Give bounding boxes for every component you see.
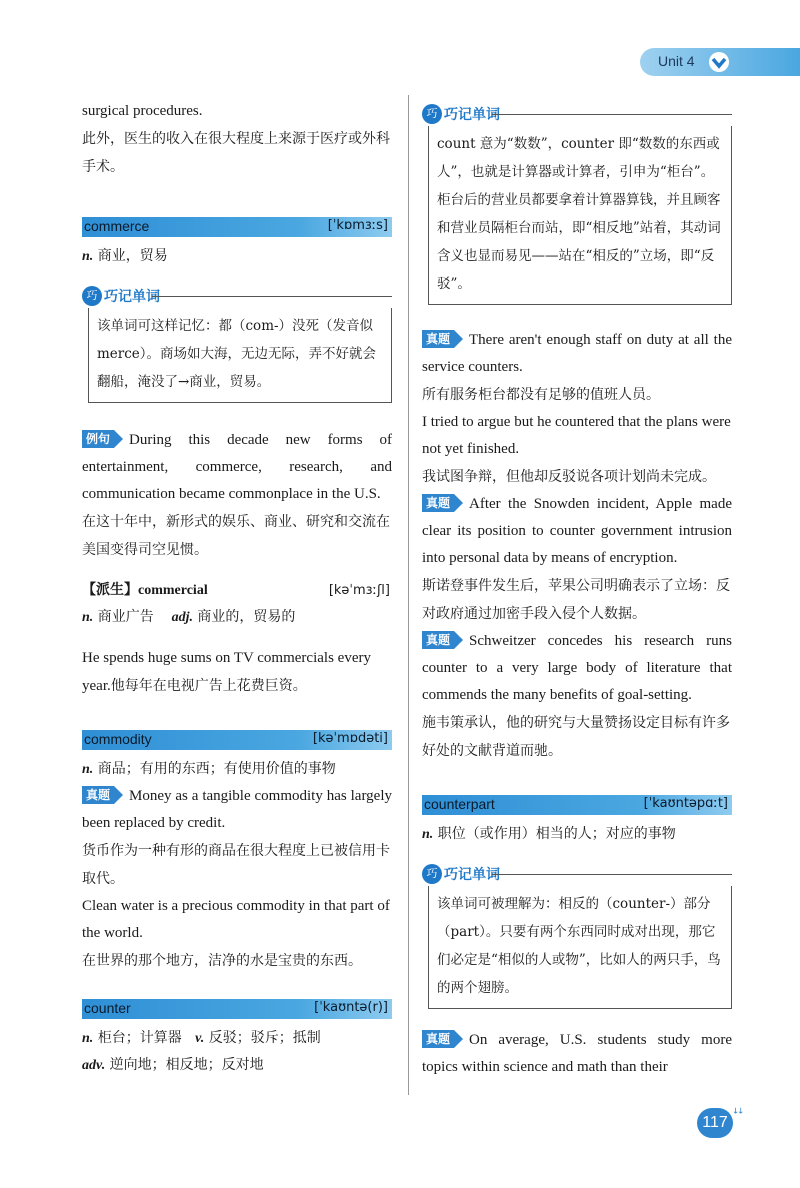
example-commerce-cn: 在这十年中，新形式的娱乐、商业、研究和交流在美国变得司空见惯。 (82, 514, 390, 558)
memory-tip-counter: 巧 巧记单词 count 意为“数数”，counter 即“数数的东西或人”，也就是计算器或计算者，引申为“柜台”。柜台后的营业员都要拿着计算器算钱，并且顾客和营业员隔柜台而站，即“相反地”站着，其动词含义也显而易见——站在“相反的”立场，即“反驳”。 (422, 104, 732, 305)
intro-cn: 此外，医生的收入在很大程度上来源于医疗或外科手术。 (82, 131, 390, 175)
unit-label: Unit 4 (658, 53, 695, 69)
unit-tab (640, 48, 800, 76)
definition: n. 柜台；计算器 v. 反驳；驳斥；抵制 (82, 1030, 321, 1046)
arrow-icon (454, 494, 463, 512)
phonetic: [ˈkɒmɜːs] (327, 218, 388, 233)
example-tag: 例句 (82, 430, 114, 448)
example-commodity-1: 真题 Money as a tangible commodity has largely been replaced by credit. (82, 788, 392, 831)
derived-definition: n. 商业广告 adj. 商业的，贸易的 (82, 609, 296, 625)
memory-icon: 巧 (422, 104, 442, 124)
headword-counter: counter [ˈkaʊntə(r)] (82, 999, 392, 1019)
example-counter-3: 真题 After the Snowden incident, Apple made clear its position to counter government intrusion into personal data by means of encryption. (422, 496, 732, 566)
intro-en: surgical procedures. (82, 103, 203, 119)
arrow-icon (454, 1030, 463, 1048)
wave-icon: ꜜꜜ (733, 1106, 744, 1122)
headword-commerce (82, 217, 392, 237)
arrow-icon (114, 786, 123, 804)
right-column: 巧 巧记单词 count 意为“数数”，counter 即“数数的东西或人”，也就是计算器或计算者，引申为“柜台”。柜台后的营业员都要拿着计算器算钱，并且顾客和营业员隔柜台而站，即“相反地”站着，其动词含义也显而易见——站在“相反的”立场，即“反驳”。 真题 There aren't enough staff on duty at all the service counters. 所有服务柜台都没有足够的值班人员。 I tried to argue but he countered that the plans were not yet finished. 我试图争辩，但他却反驳说各项计划尚未完成。 真题 After the Snowden incident, Apple made clear its position to counter government intrusion into personal data by means of encryption. 斯诺登事件发生后，苹果公司明确表示了立场：反对政府通过加密手段入侵个人数据。 真题 Schweitzer concedes his research runs counter to a very large body of literature that commends the many benefits of goal-setting. 施韦策承认，他的研究与大量赞扬设定目标有许多好处的文献背道而驰。 counterpart [ˈkaʊntəpɑːt] n. 职位（或作用）相当的人；对应的事物 巧 巧记单词 该单词可被理解为：相反的（counter-）部分（part）。只要有两个东西同时成对出现，那它们必定是“相似的人或物”，比如人的两只手，鸟的两个翅膀。 真题 On average, U.S. students study more topics within science and math than their (422, 104, 732, 1081)
arrow-icon (454, 631, 463, 649)
definition: n. 商业，贸易 (82, 248, 168, 264)
memory-text: 该单词可这样记忆：都（com-）没死（发音似 merce）。商场如大海，无边无际，弄不好就会翻船，淹没了→商业，贸易。 (97, 318, 377, 390)
memory-icon: 巧 (422, 864, 442, 884)
headword-counterpart: counterpart [ˈkaʊntəpɑːt] (422, 795, 732, 815)
phonetic: [kəˈmɜːʃl] (328, 583, 390, 598)
example-commerce: 例句 During this decade new forms of entertainment, commerce, research, and communication became commonplace in the U.S. (82, 432, 392, 502)
example-commodity-2: Clean water is a precious commodity in that part of the world. (82, 898, 390, 941)
headword-commodity: commodity [kəˈmɒdəti] (82, 730, 392, 750)
definition: n. 职位（或作用）相当的人；对应的事物 (422, 826, 676, 842)
example-counter-4: 真题 Schweitzer concedes his research runs counter to a very large body of literature that commends the many benefits of goal-setting. (422, 633, 732, 703)
left-column: surgical procedures. 此外，医生的收入在很大程度上来源于医疗或外科手术。 commerce [ˈkɒmɜːs] n. 商业，贸易 巧 巧记单词 该单词可这样记忆：都（com-）没死（发音似 merce）。商场如大海，无边无际，弄不好就会翻船，淹没了→商业，贸易。 例句 During this decade new forms of entertainment, commerce, research, and communication became commonplace in the U.S. 在这十年中，新形式的娱乐、商业、研究和交流在美国变得司空见惯。 【派生】commercial [kəˈmɜːʃl] n. 商业广告 adj. 商业的，贸易的 He spends huge sums on TV commercials every year.他每年在电视广告上花费巨资。 commodity [kəˈmɒdəti] n. 商品；有用的东西；有使用价值的事物 真题 Money as a tangible commodity has largely been replaced by credit. 货币作为一种有形的商品在很大程度上已被信用卡取代。 Clean water is a precious commodity in that part of the world. 在世界的那个地方，洁净的水是宝贵的东西。 counter [ˈkaʊntə(r)] n. 柜台；计算器 v. 反驳；驳斥；抵制 adv. 逆向地；相反地；反对地 (82, 98, 392, 1079)
example-counter-2: I tried to argue but he countered that the plans were not yet finished. (422, 414, 731, 457)
example-counterpart: 真题 On average, U.S. students study more topics within science and math than their (422, 1032, 732, 1075)
definition: n. 商品；有用的东西；有使用价值的事物 (82, 761, 336, 777)
memory-tip-commerce: 巧 巧记单词 该单词可这样记忆：都（com-）没死（发音似 merce）。商场如大海，无边无际，弄不好就会翻船，淹没了→商业，贸易。 (82, 286, 392, 403)
derived-example: He spends huge sums on TV commercials every year.他每年在电视广告上花费巨资。 (82, 650, 371, 694)
page-number: 117 (697, 1108, 733, 1138)
arrow-icon (114, 430, 123, 448)
derived-commercial: 【派生】commercial [kəˈmɜːʃl] (82, 578, 392, 604)
memory-tip-counterpart: 巧 巧记单词 该单词可被理解为：相反的（counter-）部分（part）。只要有两个东西同时成对出现，那它们必定是“相似的人或物”，比如人的两只手，鸟的两个翅膀。 (422, 864, 732, 1009)
headword: commerce (84, 218, 150, 234)
chevron-down-icon (708, 51, 730, 73)
arrow-icon (454, 330, 463, 348)
example-counter-1: 真题 There aren't enough staff on duty at all the service counters. (422, 332, 732, 375)
column-divider (408, 95, 409, 1095)
memory-icon: 巧 (82, 286, 102, 306)
